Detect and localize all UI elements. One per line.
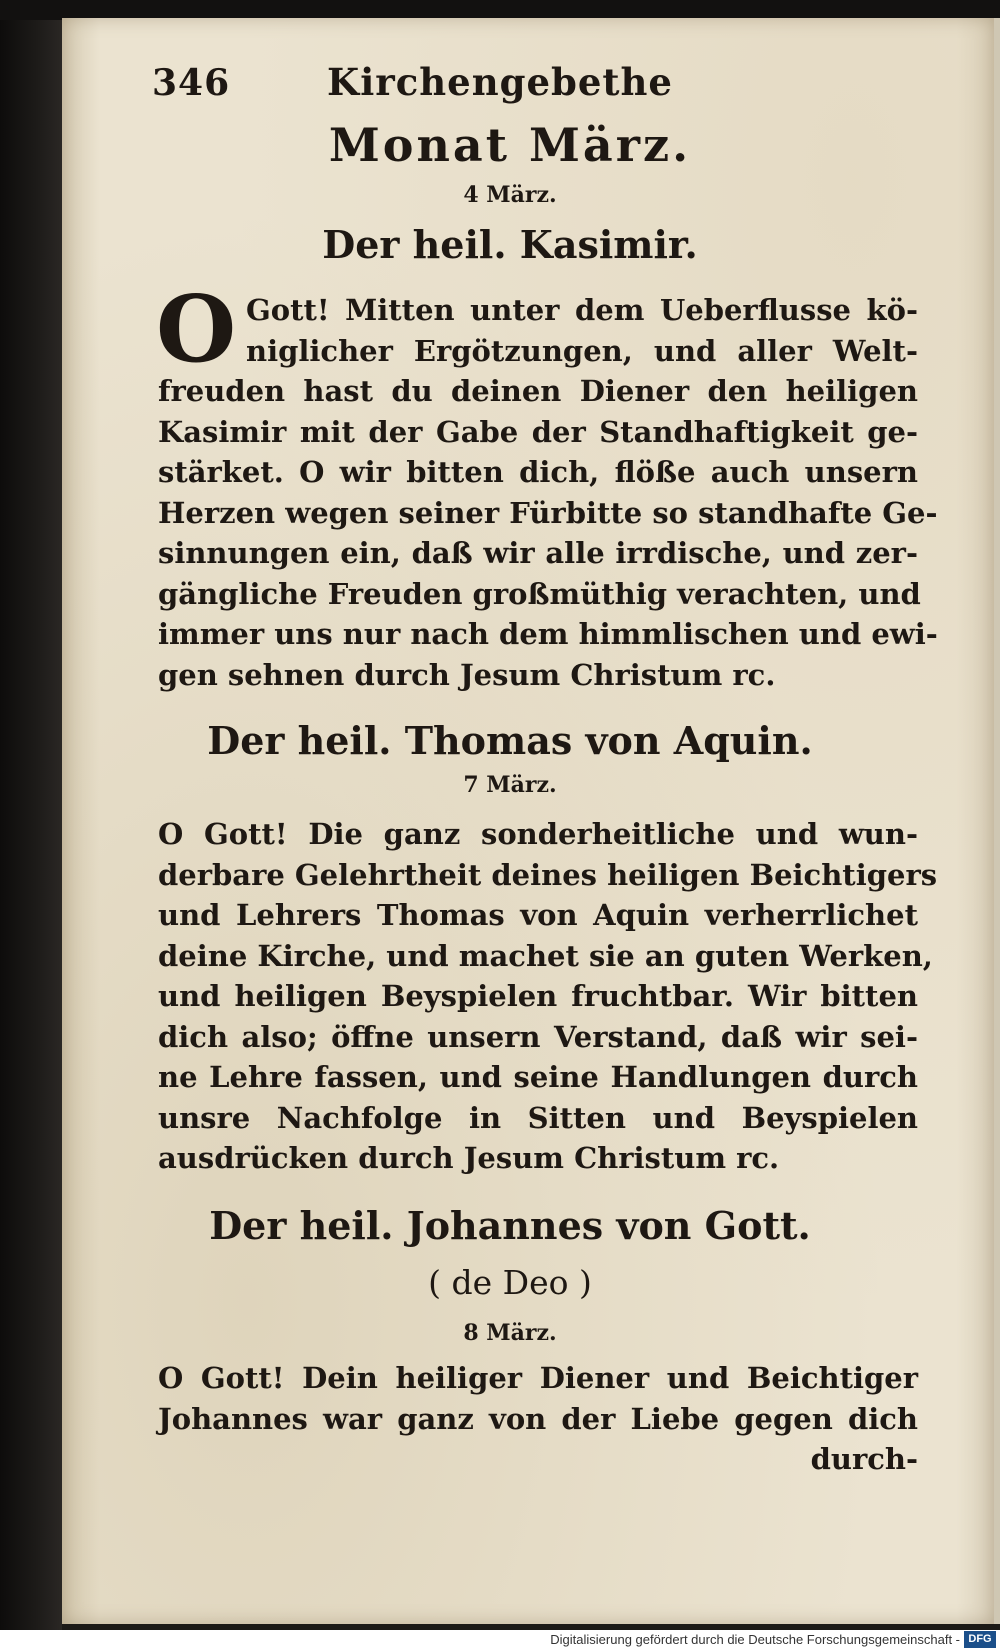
prayer-line: ne Lehre fassen, und seine Handlungen durch	[158, 1060, 918, 1094]
page-right-edge	[994, 18, 1000, 1624]
prayer-line: und heiligen Beyspielen fruchtbar. Wir bitten	[158, 979, 918, 1013]
prayer-line: gen sehnen durch Jesum Christum rc.	[158, 657, 776, 692]
prayer-line: deine Kirche, und machet sie an guten Werken,	[158, 938, 933, 973]
prayer-line: stärket. O wir bitten dich, flöße auch unsern	[158, 455, 918, 489]
saint-subtitle: ( de Deo )	[428, 1263, 592, 1302]
prayer-line: dich also; öffne unsern Verstand, daß wir sei-	[158, 1019, 918, 1054]
page-number: 346	[152, 62, 231, 104]
prayer-line: O Gott! Die ganz sonderheitliche und wun-	[158, 817, 918, 851]
prayer-text	[158, 814, 938, 1179]
prayer-line: und Lehrers Thomas von Aquin verherrlichet	[158, 898, 918, 932]
prayer-text	[158, 1358, 918, 1480]
saint-heading: Der heil. Kasimir.	[322, 222, 698, 267]
entry-date: 7 März.	[463, 772, 557, 798]
book-left-edge	[0, 0, 62, 1651]
prayer-line: gängliche Freuden großmüthig verachten, und	[158, 576, 921, 611]
prayer-line: O Gott! Dein heiliger Diener und Beichtiger	[158, 1361, 918, 1395]
prayer-line: niglicher Ergötzungen, und aller Welt-	[246, 333, 918, 368]
prayer-line: unsre Nachfolge in Sitten und Beyspielen	[158, 1100, 918, 1135]
prayer-line: immer uns nur nach dem himmlischen und ewi-	[158, 617, 938, 651]
book-top-edge	[0, 0, 1000, 20]
prayer-line: sinnungen ein, daß wir alle irrdische, und zer-	[158, 536, 918, 570]
prayer-line: Gott! Mitten unter dem Ueberflusse kö-	[246, 293, 918, 327]
prayer-line: derbare Gelehrtheit deines heiligen Beichtigers	[158, 857, 938, 892]
prayer-line: Herzen wegen seiner Fürbitte so standhafte Ge-	[158, 495, 938, 530]
prayer-text	[158, 290, 938, 695]
prayer-line: Johannes war ganz von der Liebe gegen dich	[158, 1401, 918, 1436]
prayer-line: freuden hast du deinen Diener den heiligen	[158, 374, 918, 408]
entry-date: 8 März.	[463, 1320, 557, 1346]
drop-cap-initial: O	[156, 275, 237, 383]
dfg-logo: DFG	[964, 1631, 996, 1648]
running-head: Kirchengebethe	[327, 60, 673, 104]
catchword: durch-	[810, 1442, 918, 1476]
saint-heading: Der heil. Thomas von Aquin.	[207, 718, 813, 763]
footer-bar	[0, 1630, 1000, 1651]
entry-date: 4 März.	[463, 182, 557, 208]
saint-heading: Der heil. Johannes von Gott.	[209, 1203, 811, 1248]
prayer-line: Kasimir mit der Gabe der Standhaftigkeit ge-	[158, 414, 918, 449]
month-heading: Monat März.	[328, 118, 692, 172]
funding-credit: Digitalisierung gefördert durch die Deutsche Forschungsgemeinschaft -	[550, 1632, 960, 1647]
prayer-line: ausdrücken durch Jesum Christum rc.	[158, 1141, 780, 1175]
